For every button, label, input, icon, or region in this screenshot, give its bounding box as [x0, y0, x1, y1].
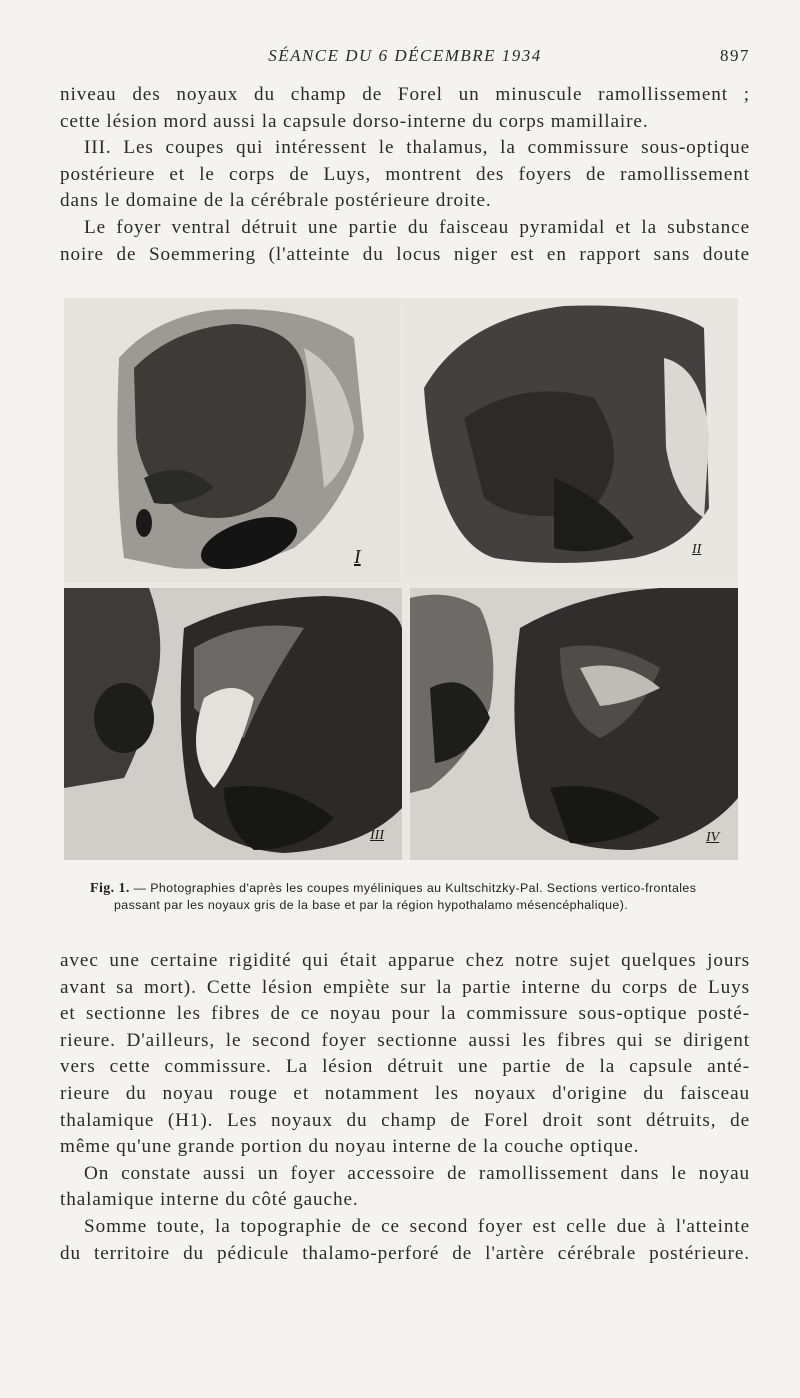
- text-line: rieure du noyau rouge et notamment les noyaux d'origine du faisceau: [60, 1082, 750, 1104]
- page-header: [60, 44, 750, 72]
- brain-section-photo-2: [404, 298, 738, 582]
- brain-section-image-1: [64, 298, 400, 582]
- panel-label-4: IV: [706, 830, 720, 845]
- figure-caption: [90, 880, 760, 914]
- text-line: noire de Soemmering (l'atteinte du locus niger est en rapport sans doute: [60, 243, 750, 265]
- text-line: Somme toute, la topographie de ce second foyer est celle due à l'atteinte: [84, 1215, 750, 1237]
- panel-label-1: I: [354, 546, 361, 568]
- caption-label: Fig. 1.: [90, 881, 130, 896]
- text-line: thalamique interne du côté gauche.: [60, 1189, 359, 1211]
- brain-section-image-4: [410, 588, 738, 860]
- text-line: rieure. D'ailleurs, le second foyer sectionne aussi les fibres qui se dirigent: [60, 1029, 750, 1051]
- bottom-text-block: [60, 948, 750, 1267]
- running-head: SÉANCE DU 6 DÉCEMBRE 1934: [268, 46, 542, 65]
- panel-label-3: III: [370, 828, 384, 843]
- caption-text-2: passant par les noyaux gris de la base et par la région hypothalamo mésencéphalique).: [114, 898, 629, 912]
- text-line: avant sa mort). Cette lésion empiète sur la partie interne du corps de Luys: [60, 976, 750, 998]
- text-line: thalamique (H1). Les noyaux du champ de Forel droit sont détruits, de: [60, 1109, 750, 1131]
- text-line: et sectionne les fibres de ce noyau pour la commissure sous-optique posté-: [60, 1003, 750, 1025]
- brain-section-photo-3: [64, 588, 402, 860]
- text-line: postérieure et le corps de Luys, montrent des foyers de ramollissement: [60, 163, 750, 185]
- text-line: dans le domaine de la cérébrale postérieure droite.: [60, 190, 492, 212]
- figure-plate: [64, 298, 738, 860]
- caption-text-1: — Photographies d'après les coupes myéliniques au Kultschitzky-Pal. Sections vertico-frontales: [133, 881, 697, 895]
- brain-section-image-3: [64, 588, 402, 860]
- text-line: III. Les coupes qui intéressent le thalamus, la commissure sous-optique: [84, 137, 750, 159]
- text-line: vers cette commissure. La lésion détruit une partie de la capsule anté-: [60, 1056, 750, 1078]
- text-line: niveau des noyaux du champ de Forel un minuscule ramollissement ;: [60, 84, 750, 105]
- text-line: du territoire du pédicule thalamo-perforé de l'artère cérébrale postérieure.: [60, 1242, 750, 1264]
- brain-section-photo-1: [64, 298, 400, 582]
- text-line: On constate aussi un foyer accessoire de ramollissement dans le noyau: [84, 1162, 750, 1184]
- text-line: cette lésion mord aussi la capsule dorso-interne du corps mamillaire.: [60, 110, 649, 132]
- brain-section-image-2: [404, 298, 738, 582]
- text-line: Le foyer ventral détruit une partie du faisceau pyramidal et la substance: [84, 216, 750, 238]
- text-line: avec une certaine rigidité qui était apparue chez notre sujet quelques jours: [60, 950, 750, 971]
- text-line: même qu'une grande portion du noyau interne de la couche optique.: [60, 1136, 640, 1158]
- page-number: 897: [720, 46, 750, 65]
- top-text-block: [60, 82, 750, 268]
- brain-section-photo-4: [410, 588, 738, 860]
- caption-line-1: [90, 880, 760, 897]
- panel-label-2: II: [692, 542, 702, 557]
